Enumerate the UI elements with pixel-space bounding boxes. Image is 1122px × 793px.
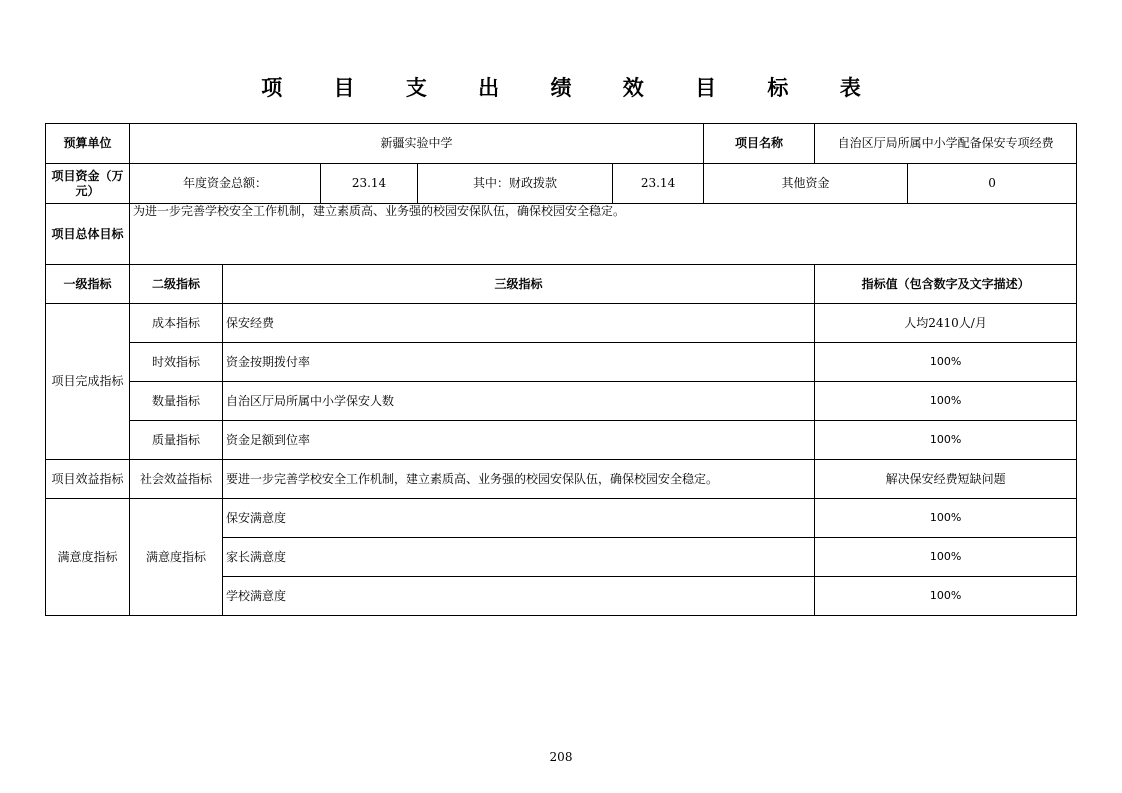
header-level1: 一级指标 [46, 265, 130, 304]
value-cell: 100% [815, 538, 1077, 577]
overall-goal-text: 为进一步完善学校安全工作机制，建立素质高、业务强的校园安保队伍，确保校园安全稳定。 [130, 204, 1077, 265]
funds-row [46, 164, 1077, 204]
overall-goal-label: 项目总体目标 [46, 204, 130, 265]
budget-unit-row [46, 124, 1077, 164]
performance-target-table [45, 123, 1077, 616]
value-cell: 100% [815, 577, 1077, 616]
project-name-label: 项目名称 [704, 124, 815, 164]
level3-cell: 自治区厅局所属中小学保安人数 [223, 382, 815, 421]
group-benefit: 项目效益指标 [46, 460, 130, 499]
value-cell: 人均2410人/月 [815, 304, 1077, 343]
overall-goal-row [46, 204, 1077, 265]
funds-label: 项目资金（万元） [46, 164, 130, 204]
value-cell: 解决保安经费短缺问题 [815, 460, 1077, 499]
level3-cell: 资金足额到位率 [223, 421, 815, 460]
annual-total-value: 23.14 [321, 164, 418, 204]
other-funds-value: 0 [908, 164, 1077, 204]
level3-cell: 资金按期拨付率 [223, 343, 815, 382]
annual-total-label: 年度资金总额： [130, 164, 321, 204]
level2-cell: 时效指标 [130, 343, 223, 382]
header-level3: 三级指标 [223, 265, 815, 304]
value-cell: 100% [815, 382, 1077, 421]
project-name-value: 自治区厅局所属中小学配备保安专项经费 [815, 124, 1077, 164]
fiscal-label: 其中：财政拨款 [418, 164, 613, 204]
value-cell: 100% [815, 421, 1077, 460]
table-row [46, 304, 1077, 343]
level3-cell: 学校满意度 [223, 577, 815, 616]
level2-cell: 数量指标 [130, 382, 223, 421]
page-title: 项 目 支 出 绩 效 目 标 表 [261, 76, 883, 100]
level3-cell: 保安经费 [223, 304, 815, 343]
table-row [46, 421, 1077, 460]
level2-cell: 社会效益指标 [130, 460, 223, 499]
fiscal-value: 23.14 [613, 164, 704, 204]
budget-unit-value: 新疆实验中学 [130, 124, 704, 164]
level3-cell: 家长满意度 [223, 538, 815, 577]
level2-cell: 质量指标 [130, 421, 223, 460]
level2-cell: 满意度指标 [130, 499, 223, 616]
page-number: 208 [549, 750, 573, 764]
table-row [46, 343, 1077, 382]
other-funds-label: 其他资金 [704, 164, 908, 204]
level2-cell: 成本指标 [130, 304, 223, 343]
budget-unit-label: 预算单位 [46, 124, 130, 164]
group-satisfaction: 满意度指标 [46, 499, 130, 616]
table-row [46, 499, 1077, 538]
level3-cell: 保安满意度 [223, 499, 815, 538]
value-cell: 100% [815, 499, 1077, 538]
level3-cell: 要进一步完善学校安全工作机制，建立素质高、业务强的校园安保队伍，确保校园安全稳定。 [223, 460, 815, 499]
table-row [46, 460, 1077, 499]
table-row [46, 382, 1077, 421]
group-completion: 项目完成指标 [46, 304, 130, 460]
header-level2: 二级指标 [130, 265, 223, 304]
header-value: 指标值（包含数字及文字描述） [815, 265, 1077, 304]
indicator-header-row [46, 265, 1077, 304]
value-cell: 100% [815, 343, 1077, 382]
